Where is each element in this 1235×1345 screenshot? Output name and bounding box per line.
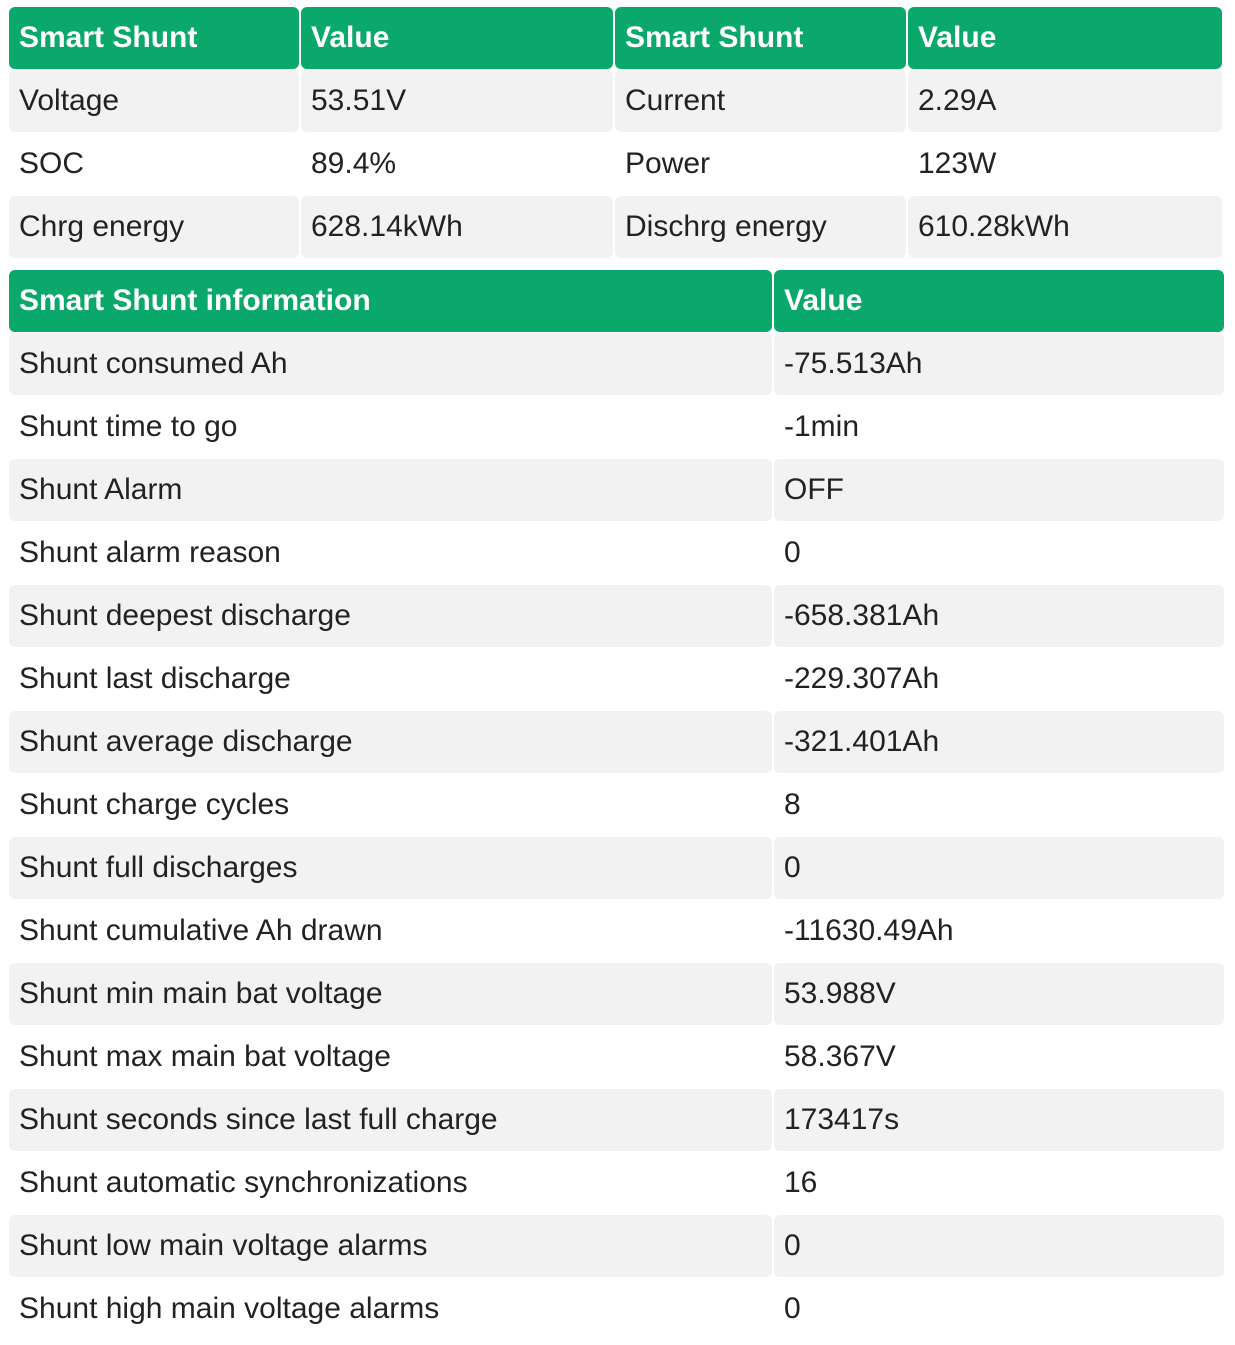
summary-table-cell: Current bbox=[615, 70, 906, 132]
summary-table-cell: Voltage bbox=[9, 70, 299, 132]
info-table-cell: Shunt consumed Ah bbox=[9, 333, 772, 395]
info-table-cell: -658.381Ah bbox=[774, 585, 1224, 647]
info-table-cell: 16 bbox=[774, 1152, 1224, 1214]
info-table-cell: Shunt high main voltage alarms bbox=[9, 1278, 772, 1340]
info-table-cell: Shunt last discharge bbox=[9, 648, 772, 710]
summary-table-cell: Dischrg energy bbox=[615, 196, 906, 258]
info-table-cell: Shunt low main voltage alarms bbox=[9, 1215, 772, 1277]
summary-table-cell: 2.29A bbox=[908, 70, 1222, 132]
summary-table-cell: Power bbox=[615, 133, 906, 195]
info-table-cell: Shunt deepest discharge bbox=[9, 585, 772, 647]
info-table-cell: Shunt time to go bbox=[9, 396, 772, 458]
info-table-cell: Shunt seconds since last full charge bbox=[9, 1089, 772, 1151]
info-table-cell: -11630.49Ah bbox=[774, 900, 1224, 962]
info-table-cell: 53.988V bbox=[774, 963, 1224, 1025]
column-header: Value bbox=[301, 7, 613, 69]
column-header: Smart Shunt bbox=[9, 7, 299, 69]
info-table-cell: -1min bbox=[774, 396, 1224, 458]
info-table-cell: -229.307Ah bbox=[774, 648, 1224, 710]
info-table-cell: Shunt full discharges bbox=[9, 837, 772, 899]
info-table-cell: OFF bbox=[774, 459, 1224, 521]
info-table-cell: 8 bbox=[774, 774, 1224, 836]
summary-table-cell: 53.51V bbox=[301, 70, 613, 132]
info-table-cell: 0 bbox=[774, 1278, 1224, 1340]
info-table-cell: Shunt max main bat voltage bbox=[9, 1026, 772, 1088]
info-table-cell: Shunt automatic synchronizations bbox=[9, 1152, 772, 1214]
smart-shunt-summary-table bbox=[9, 7, 1224, 258]
summary-table-cell: 89.4% bbox=[301, 133, 613, 195]
column-header: Smart Shunt bbox=[615, 7, 906, 69]
smart-shunt-information-table bbox=[9, 270, 1224, 1340]
column-header: Smart Shunt information bbox=[9, 270, 772, 332]
info-table-cell: -75.513Ah bbox=[774, 333, 1224, 395]
info-table-cell: Shunt charge cycles bbox=[9, 774, 772, 836]
info-table-cell: 0 bbox=[774, 522, 1224, 584]
info-table-cell: 0 bbox=[774, 837, 1224, 899]
column-header: Value bbox=[774, 270, 1224, 332]
info-table-cell: Shunt average discharge bbox=[9, 711, 772, 773]
info-table-cell: 173417s bbox=[774, 1089, 1224, 1151]
info-table-cell: -321.401Ah bbox=[774, 711, 1224, 773]
column-header: Value bbox=[908, 7, 1222, 69]
info-table-cell: Shunt alarm reason bbox=[9, 522, 772, 584]
summary-table-cell: 628.14kWh bbox=[301, 196, 613, 258]
info-table-cell: 58.367V bbox=[774, 1026, 1224, 1088]
info-table-cell: Shunt min main bat voltage bbox=[9, 963, 772, 1025]
summary-table-cell: 123W bbox=[908, 133, 1222, 195]
summary-table-cell: Chrg energy bbox=[9, 196, 299, 258]
info-table-cell: Shunt Alarm bbox=[9, 459, 772, 521]
info-table-cell: Shunt cumulative Ah drawn bbox=[9, 900, 772, 962]
summary-table-cell: 610.28kWh bbox=[908, 196, 1222, 258]
info-table-cell: 0 bbox=[774, 1215, 1224, 1277]
summary-table-cell: SOC bbox=[9, 133, 299, 195]
